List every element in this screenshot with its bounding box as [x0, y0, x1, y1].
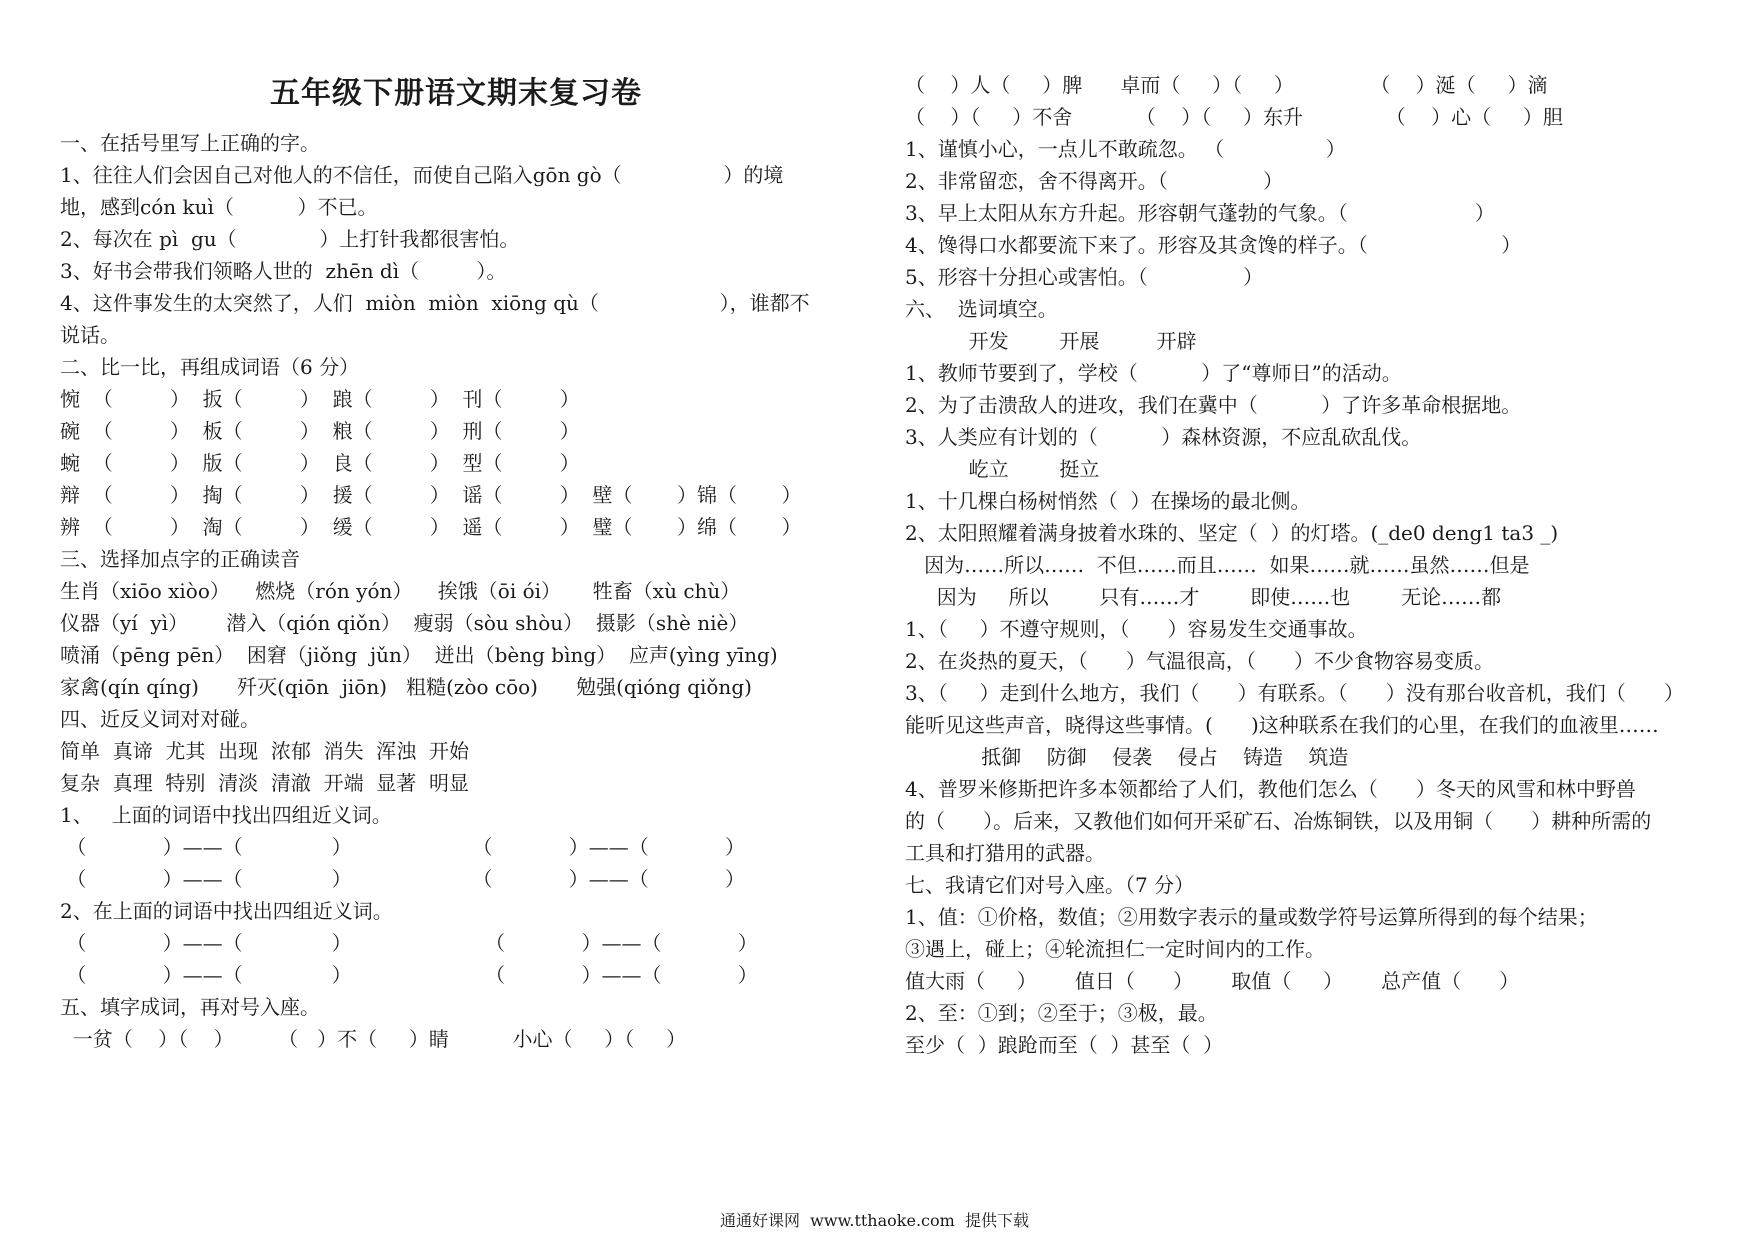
text-line: 一贫（ ）（ ） （ ）不（ ）睛 小心（ ）（ ） — [60, 1027, 687, 1051]
text-line: 五、填字成词，再对号入座。 — [60, 995, 320, 1019]
text-line: ③遇上，碰上；④轮流担仁一定时间内的工作。 — [905, 937, 1325, 961]
text-line: 六、 选词填空。 — [905, 297, 1058, 321]
text-line: 4、馋得口水都要流下来了。形容及其贪馋的样子。（ ） — [905, 233, 1522, 257]
text-line: 5、形容十分担心或害怕。（ ） — [905, 265, 1264, 289]
text-line: 因为 所以 只有……才 即使……也 无论……都 — [905, 585, 1502, 609]
text-line: （ ）——（ ） （ ）——（ ） — [60, 835, 746, 859]
text-line: 3、人类应有计划的（ ）森林资源，不应乱砍乱伐。 — [905, 425, 1422, 449]
text-line: 1、十几棵白杨树悄然（ ）在操场的最北侧。 — [905, 489, 1311, 513]
text-line: 家禽(qín qíng) 歼灭(qiōn jiōn) 粗糙(zòo cōo) 勉强(qióng qiǒng) — [60, 675, 752, 699]
text-line: （ ）人（ ）脾 卓而（ ）（ ） （ ）涎（ ）滴 — [905, 73, 1548, 97]
text-line: 惋 （ ） 扳（ ） 踉（ ） 刊（ ） — [60, 387, 580, 411]
text-line: 碗 （ ） 板（ ） 粮（ ） 刑（ ） — [60, 419, 580, 443]
text-line: 2、在上面的词语中找出四组近义词。 — [60, 899, 393, 923]
text-line: 3、早上太阳从东方升起。形容朝气蓬勃的气象。（ ） — [905, 201, 1495, 225]
text-line: 2、为了击溃敌人的进攻，我们在冀中（ ）了许多革命根据地。 — [905, 393, 1522, 417]
text-line: 1、值：①价格，数值；②用数字表示的量或数学符号运算所得到的每个结果； — [905, 905, 1598, 929]
text-line: 生肖（xiōo xiòo） 燃烧（rón yón） 挨饿（ōi ói） 牲畜（xù chù） — [60, 579, 741, 603]
text-line: 一、在括号里写上正确的字。 — [60, 131, 320, 155]
text-line: 因为……所以…… 不但……而且…… 如果……就……虽然……但是 — [905, 553, 1530, 577]
text-line: 工具和打猎用的武器。 — [905, 841, 1105, 865]
page-title: 五年级下册语文期末复习卷 — [270, 76, 642, 111]
text-line: 三、选择加点字的正确读音 — [60, 547, 300, 571]
text-line: 二、比一比，再组成词语（6 分） — [60, 355, 360, 379]
text-line: 简单 真谛 尤其 出现 浓郁 消失 浑浊 开始 — [60, 739, 470, 763]
text-line: 辩 （ ） 掏（ ） 援（ ） 谣（ ） 壁（ ）锦（ ） — [60, 483, 802, 507]
text-line: 喷涌（pēng pēn） 困窘（jiǒng jǔn） 迸出（bèng bìng） 应声(yìng yīng) — [60, 643, 778, 667]
text-line: 3、好书会带我们领略人世的 zhēn dì（ ）。 — [60, 259, 507, 283]
text-line: 地，感到cón kuì（ ）不已。 — [60, 195, 378, 219]
text-line: 1、 上面的词语中找出四组近义词。 — [60, 803, 392, 827]
text-line: 四、近反义词对对碰。 — [60, 707, 260, 731]
text-line: 抵御 防御 侵袭 侵占 铸造 筑造 — [905, 745, 1349, 769]
text-line: 仪器（yí yì） 潜入（qión qiǒn） 瘦弱（sòu shòu） 摄影（shè niè） — [60, 611, 749, 635]
text-line: 1、教师节要到了，学校（ ）了“尊师日”的活动。 — [905, 361, 1402, 385]
text-line: （ ）——（ ） （ ）——（ ） — [60, 963, 758, 987]
text-line: 3、（ ）走到什么地方，我们（ ）有联系。（ ）没有那台收音机，我们（ ） — [905, 681, 1684, 705]
text-line: 2、至：①到；②至于；③极，最。 — [905, 1001, 1218, 1025]
text-line: 2、在炎热的夏天，（ ）气温很高，（ ）不少食物容易变质。 — [905, 649, 1495, 673]
text-line: 能听见这些声音，晓得这些事情。( )这种联系在我们的心里，在我们的血液里…… — [905, 713, 1659, 737]
text-line: 开发 开展 开辟 — [905, 329, 1197, 353]
text-line: 2、每次在 pì gu（ ）上打针我都很害怕。 — [60, 227, 520, 251]
text-line: 1、（ ）不遵守规则，（ ）容易发生交通事故。 — [905, 617, 1368, 641]
text-line: 4、这件事发生的太突然了，人们 miòn miòn xiōng qù（ ），谁都不 — [60, 291, 810, 315]
text-line: 1、谨慎小心，一点儿不敢疏忽。 （ ） — [905, 137, 1346, 161]
text-line: 至少（ ）踉跄而至（ ）甚至（ ） — [905, 1033, 1224, 1057]
text-line: 辨 （ ） 淘（ ） 缓（ ） 遥（ ） 璧（ ）绵（ ） — [60, 515, 802, 539]
text-line: 2、非常留恋，舍不得离开。（ ） — [905, 169, 1284, 193]
text-line: 值大雨（ ） 值日（ ） 取值（ ） 总产值（ ） — [905, 969, 1520, 993]
text-line: 七、我请它们对号入座。（7 分） — [905, 873, 1195, 897]
text-line: 2、太阳照耀着满身披着水珠的、坚定（ ）的灯塔。(_de0 deng1 ta3 _) — [905, 521, 1559, 545]
text-line: 的（ ）。后来，又教他们如何开采矿石、冶炼铜铁，以及用铜（ ）耕种所需的 — [905, 809, 1652, 833]
text-line: 复杂 真理 特别 清淡 清澈 开端 显著 明显 — [60, 771, 470, 795]
text-line: 说话。 — [60, 323, 120, 347]
text-line: 4、普罗米修斯把许多本领都给了人们，教他们怎么（ ）冬天的风雪和林中野兽 — [905, 777, 1636, 801]
text-line: （ ）（ ）不舍 （ ）（ ）东升 （ ）心（ ）胆 — [905, 105, 1563, 129]
text-line: （ ）——（ ） （ ）——（ ） — [60, 931, 758, 955]
text-line: （ ）——（ ） （ ）——（ ） — [60, 867, 746, 891]
text-line: 1、往往人们会因自己对他人的不信任，而使自己陷入gōn gò（ ）的境 — [60, 163, 784, 187]
text-line: 屹立 挺立 — [905, 457, 1100, 481]
footer-credit: 通通好课网 www.tthaoke.com 提供下载 — [720, 1211, 1029, 1230]
text-line: 蜿 （ ） 版（ ） 良（ ） 型（ ） — [60, 451, 580, 475]
